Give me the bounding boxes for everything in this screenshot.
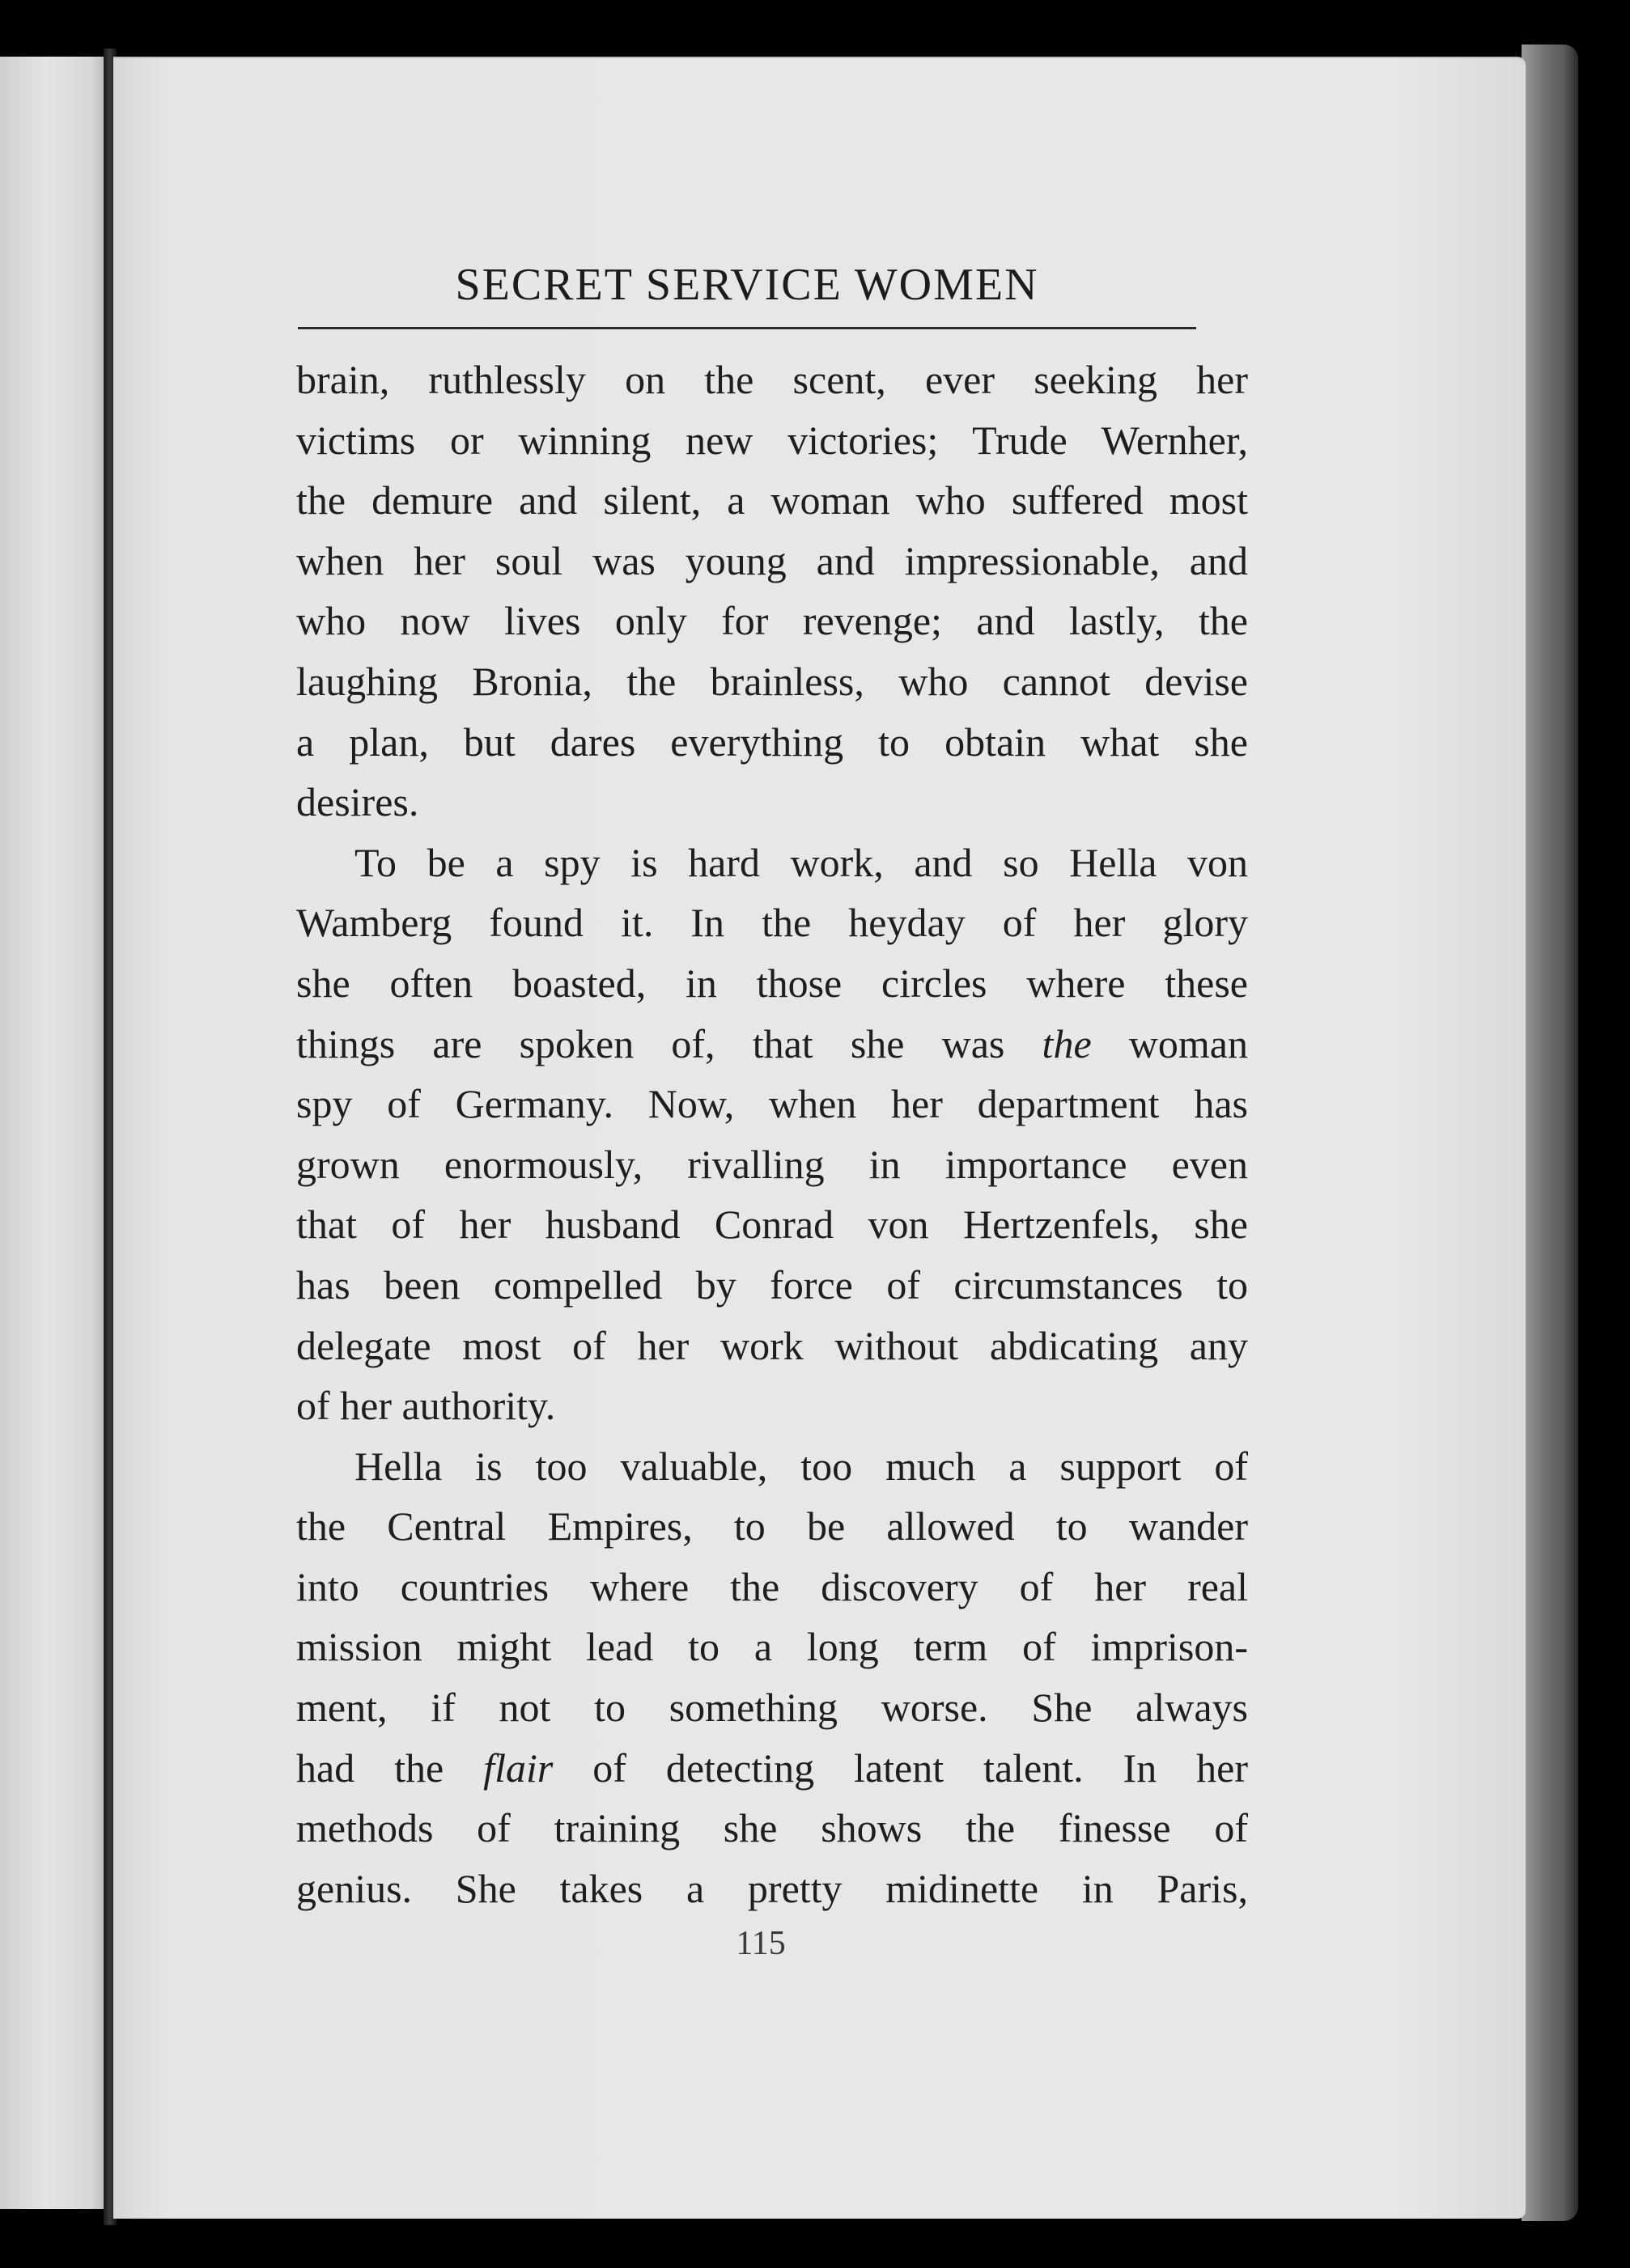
- text-line: the Central Empires, to be allowed to wander: [296, 1503, 1248, 1549]
- text-line: methods of training she shows the finesse of: [296, 1805, 1248, 1851]
- text-line: a plan, but dares everything to obtain what she: [296, 719, 1248, 765]
- text-line: brain, ruthlessly on the scent, ever seeking her: [296, 357, 1248, 402]
- page-number: 115: [736, 1925, 786, 1962]
- text-line: the demure and silent, a woman who suffered most: [296, 477, 1248, 524]
- italic-word: the: [1042, 1020, 1092, 1066]
- text-line: To be a spy is hard work, and so Hella von: [354, 839, 1248, 885]
- text-line: genius. She takes a pretty midinette in Paris,: [296, 1865, 1248, 1911]
- text-line: when her soul was young and impressionable, and: [296, 537, 1248, 583]
- text-line: grown enormously, rivalling in importance even: [296, 1141, 1248, 1187]
- text-line: into countries where the discovery of her real: [296, 1563, 1248, 1609]
- text-run: of detecting latent talent. In her: [553, 1744, 1248, 1791]
- text-line: [296, 1014, 1248, 1075]
- text-line: who now lives only for revenge; and lastly, the: [296, 598, 1248, 644]
- text-line: [296, 1738, 1248, 1799]
- text-run: had the: [296, 1744, 484, 1791]
- text-line: of her authority.: [296, 1383, 556, 1429]
- text-line: she often boasted, in those circles where these: [296, 960, 1248, 1006]
- text-line: victims or winning new victories; Trude Wernher,: [296, 417, 1248, 463]
- text-line: mission might lead to a long term of imprison-: [296, 1624, 1248, 1670]
- running-head-rule: [298, 327, 1196, 329]
- text-line: ment, if not to something worse. She always: [296, 1685, 1248, 1731]
- facing-page-edge: [0, 57, 113, 2209]
- text-line: laughing Bronia, the brainless, who cannot devise: [296, 658, 1248, 704]
- text-run: woman: [1091, 1020, 1248, 1066]
- text-run: things are spoken of, that she was: [296, 1020, 1042, 1066]
- body-text: [296, 350, 1248, 1918]
- text-line: delegate most of her work without abdicating any: [296, 1322, 1248, 1368]
- running-head: SECRET SERVICE WOMEN: [455, 260, 1039, 310]
- italic-word: flair: [483, 1744, 554, 1791]
- text-line: has been compelled by force of circumstances to: [296, 1261, 1248, 1308]
- text-line: spy of Germany. Now, when her department has: [296, 1081, 1248, 1127]
- text-line: Wamberg found it. In the heyday of her glory: [296, 900, 1248, 946]
- text-line: desires.: [296, 779, 419, 825]
- page-block-edge: [1522, 45, 1578, 2221]
- text-line: that of her husband Conrad von Hertzenfels, she: [296, 1202, 1248, 1248]
- text-line: Hella is too valuable, too much a support of: [354, 1443, 1248, 1489]
